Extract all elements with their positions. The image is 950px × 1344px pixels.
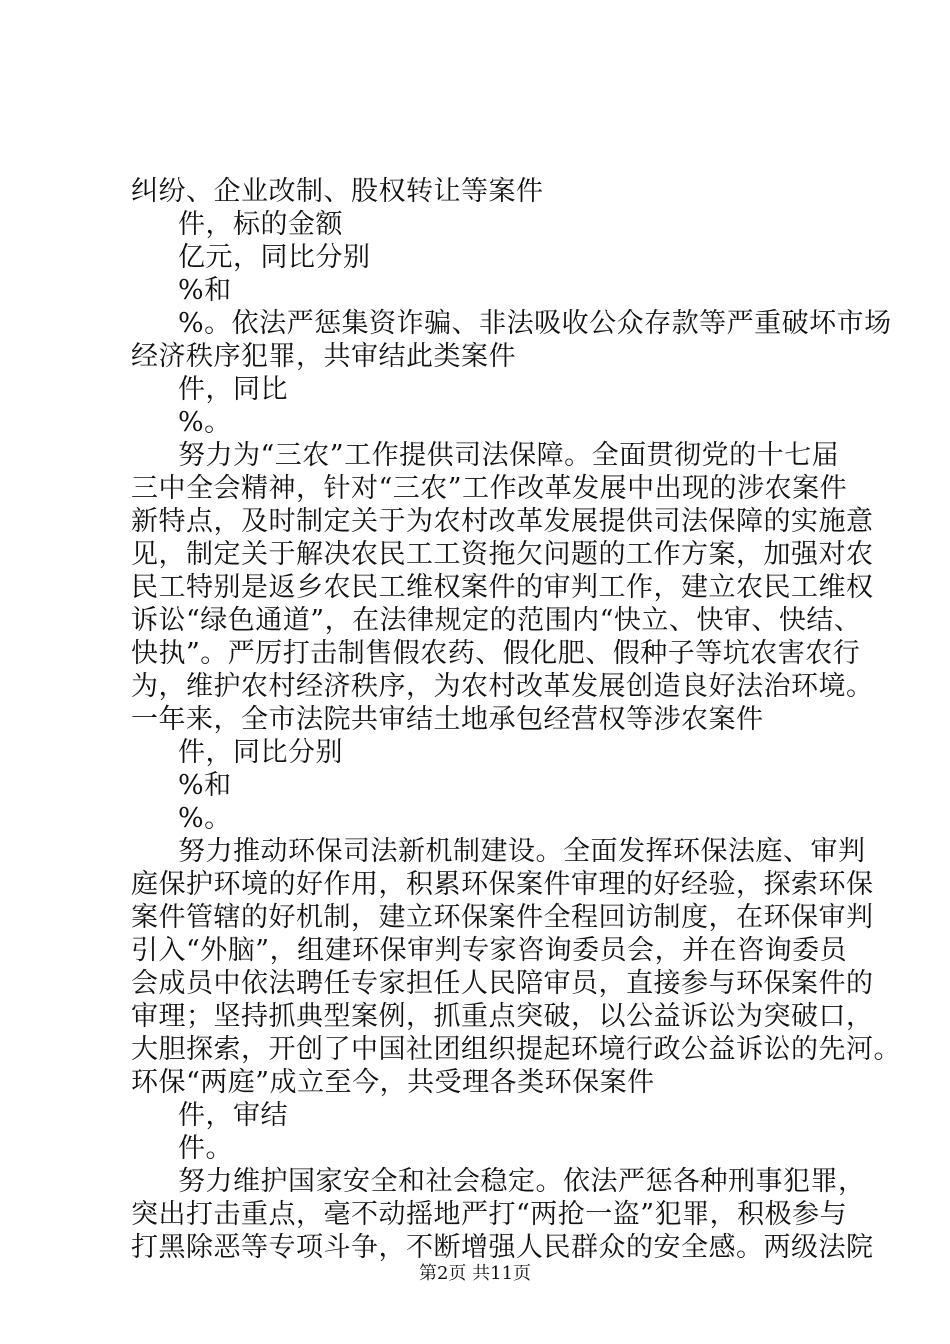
text-line: 大胆探索，开创了中国社团组织提起环境行政公益诉讼的先河。 (131, 1034, 901, 1065)
text-line: 见，制定关于解决农民工工资拖欠问题的工作方案，加强对农 (131, 539, 874, 570)
text-line: 环保“两庭”成立至今，共受理各类环保案件 (131, 1067, 655, 1098)
text-line: 为，维护农村经济秩序，为农村改革发展创造良好法治环境。 (131, 671, 874, 702)
text-line: 件。 (178, 1133, 233, 1164)
text-line: 三中全会精神，针对“三农”工作改革发展中出现的涉农案件 (131, 473, 848, 504)
text-line: 一年来，全市法院共审结土地承包经营权等涉农案件 (131, 704, 764, 735)
text-line: %。 (178, 803, 232, 834)
text-line: %和 (178, 275, 232, 306)
text-line: 快执”。严厉打击制售假农药、假化肥、假种子等坑农害农行 (131, 638, 861, 669)
text-line: 会成员中依法聘任专家担任人民陪审员，直接参与环保案件的 (131, 968, 874, 999)
text-line: 经济秩序犯罪，共审结此类案件 (131, 341, 516, 372)
paragraph-start: 努力维护国家安全和社会稳定。依法严惩各种刑事犯罪， (178, 1166, 866, 1197)
text-line: 打黑除恶等专项斗争，不断增强人民群众的安全感。两级法院 (131, 1232, 874, 1263)
text-line: 突出打击重点，毫不动摇地严打“两抢一盗”犯罪，积极参与 (131, 1199, 848, 1230)
text-line: 审理；坚持抓典型案例，抓重点突破，以公益诉讼为突破口， (131, 1001, 874, 1032)
text-line: 案件管辖的好机制，建立环保案件全程回访制度，在环保审判 (131, 902, 874, 933)
text-line: 亿元，同比分别 (178, 242, 371, 273)
text-line: 件，同比 (178, 374, 288, 405)
text-line: 件，同比分别 (178, 737, 343, 768)
text-line: %。依法严惩集资诈骗、非法吸收公众存款等严重破坏市场 (178, 308, 892, 339)
page-number-footer: 第2页 共11页 (418, 1263, 532, 1284)
text-line: 诉讼“绿色通道”，在法律规定的范围内“快立、快审、快结、 (131, 605, 862, 636)
paragraph-start: 努力为“三农”工作提供司法保障。全面贯彻党的十七届 (178, 440, 840, 471)
text-line: %和 (178, 770, 232, 801)
text-line: 纠纷、企业改制、股权转让等案件 (131, 176, 544, 207)
paragraph-start: 努力推动环保司法新机制建设。全面发挥环保法庭、审判 (178, 836, 866, 867)
text-line: 民工特别是返乡农民工维权案件的审判工作，建立农民工维权 (131, 572, 874, 603)
text-line: 庭保护环境的好作用，积累环保案件审理的好经验，探索环保 (131, 869, 874, 900)
text-line: 件，审结 (178, 1100, 288, 1131)
text-line: 件，标的金额 (178, 209, 343, 240)
text-line: 引入“外脑”，组建环保审判专家咨询委员会，并在咨询委员 (131, 935, 848, 966)
text-line: %。 (178, 407, 232, 438)
text-line: 新特点，及时制定关于为农村改革发展提供司法保障的实施意 (131, 506, 874, 537)
